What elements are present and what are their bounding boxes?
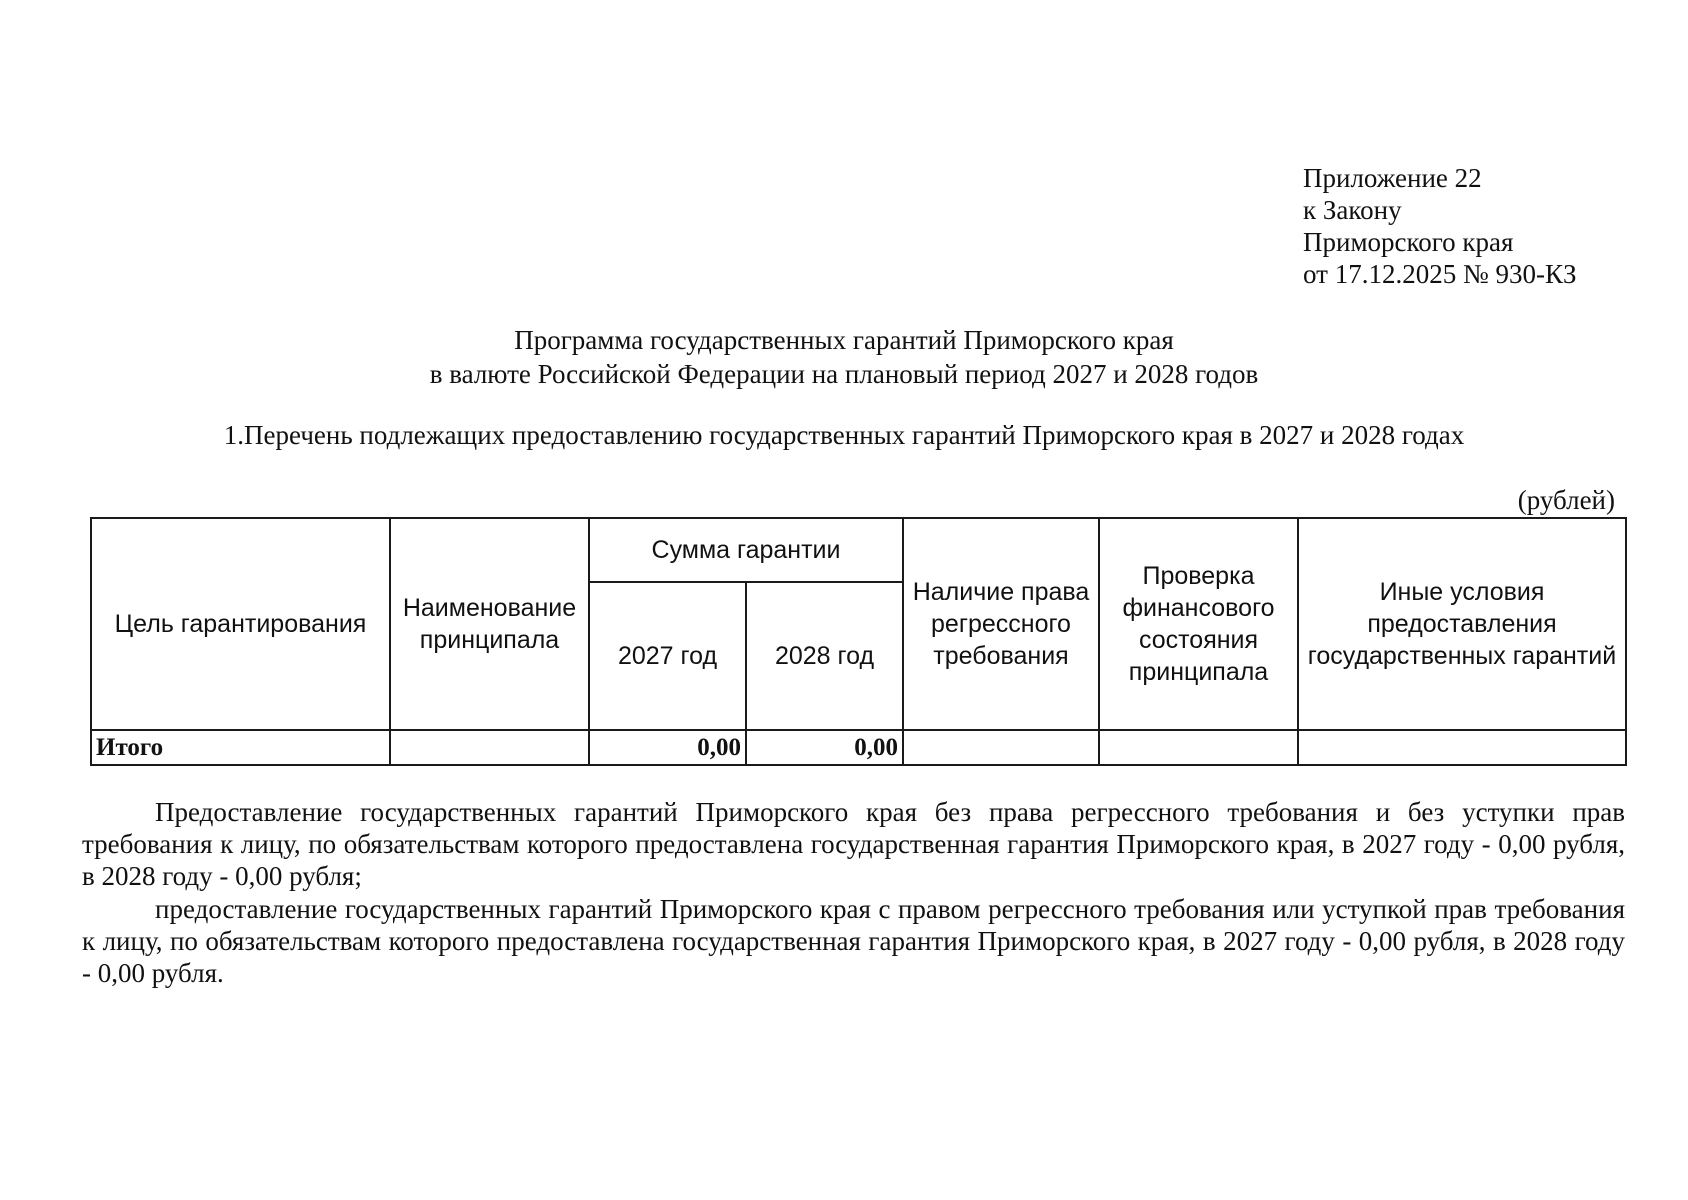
- appendix-reference: [1303, 162, 1576, 290]
- title-line-1: Программа государственных гарантий Приморского края: [514, 325, 1174, 355]
- appendix-number: Приложение 22: [1303, 163, 1482, 193]
- header-principal: Наименование принципала: [390, 518, 589, 730]
- total-label: Итого: [91, 730, 390, 765]
- header-amount: Сумма гарантии: [589, 518, 903, 582]
- table-header-row: [91, 518, 1626, 582]
- title-line-2: в валюте Российской Федерации на плановый период 2027 и 2028 годов: [429, 359, 1259, 389]
- header-recourse: Наличие права регрессного требования: [903, 518, 1099, 730]
- document-title: [0, 323, 1688, 391]
- header-year-2028: 2028 год: [746, 582, 903, 730]
- table-row-total: [91, 730, 1626, 765]
- paragraph-with-recourse: предоставление государственных гарантий Приморского края с правом регрессного требования или уступкой прав требования к лицу, по обязательствам которого предоставлена государственная гарантия Приморского края, в 2027 году - 0,00 рубля, в 2028 году - 0,00 рубля.: [82, 894, 1625, 988]
- total-principal: [390, 730, 589, 765]
- section-heading: 1.Перечень подлежащих предоставлению государственных гарантий Приморского края в 2027 и 2028 годах: [223, 420, 1465, 450]
- total-recourse: [903, 730, 1099, 765]
- total-other-conditions: [1298, 730, 1626, 765]
- unit-label: (рублей): [1517, 485, 1615, 515]
- header-year-2027: 2027 год: [589, 582, 746, 730]
- appendix-law: к Закону: [1303, 195, 1402, 225]
- appendix-region: Приморского края: [1303, 227, 1514, 257]
- appendix-date-number: от 17.12.2025 № 930-КЗ: [1303, 259, 1577, 289]
- total-amount-2028: 0,00: [746, 730, 903, 765]
- paragraph-without-recourse: Предоставление государственных гарантий Приморского края без права регрессного требования и без уступки прав требования к лицу, по обязательствам которого предоставлена государственная гарантия Приморского края, в 2027 году - 0,00 рубля, в 2028 году - 0,00 рубля;: [82, 797, 1625, 891]
- header-purpose: Цель гарантирования: [91, 518, 390, 730]
- header-other-conditions: Иные условия предоставления государственных гарантий: [1298, 518, 1626, 730]
- guarantees-table: [90, 517, 1627, 766]
- total-financial-check: [1099, 730, 1298, 765]
- total-amount-2027: 0,00: [589, 730, 746, 765]
- header-financial-check: Проверка финансового состояния принципала: [1099, 518, 1298, 730]
